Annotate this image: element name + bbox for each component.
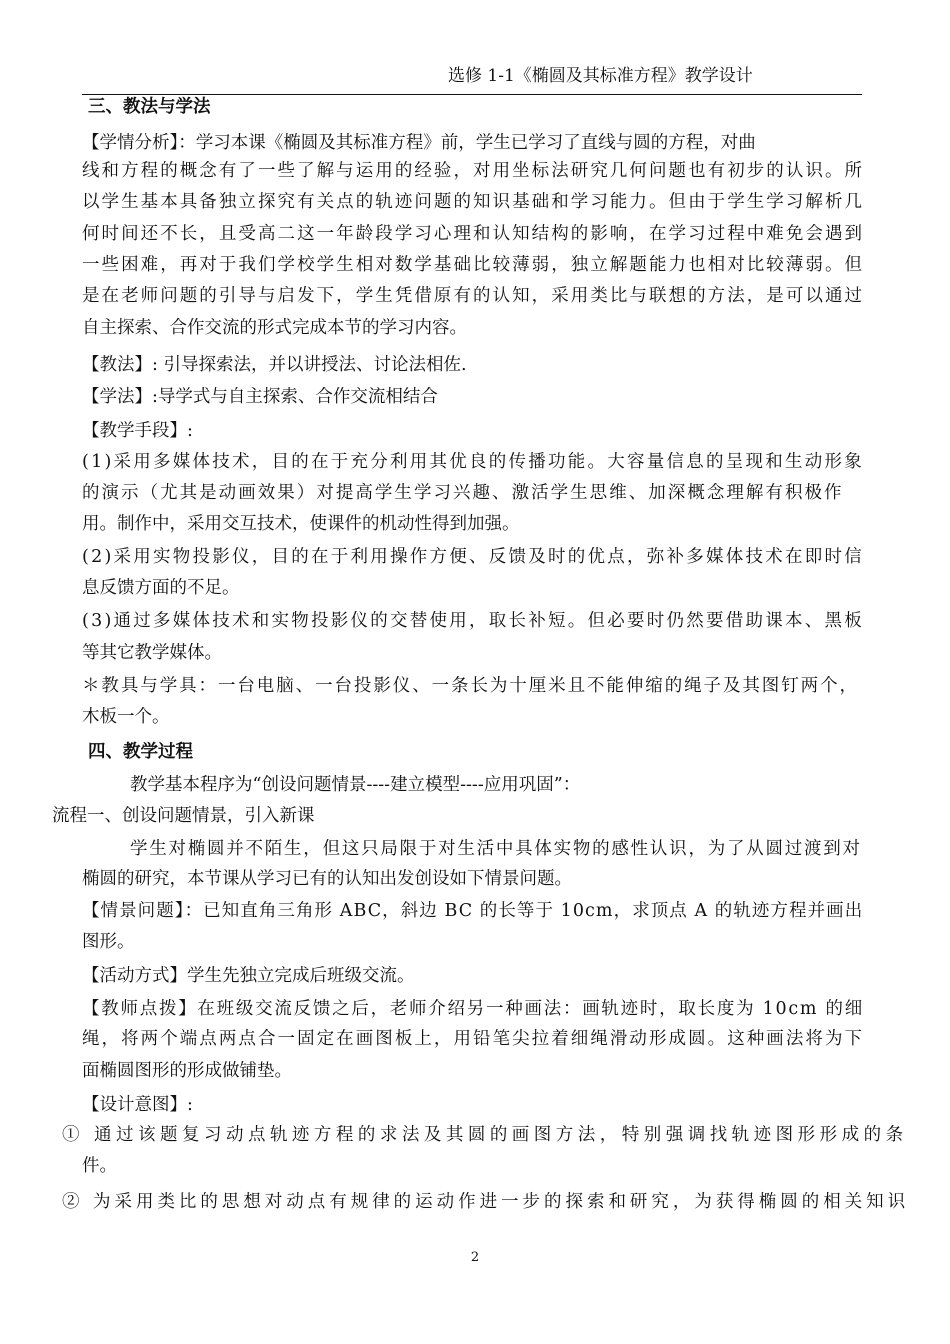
section-heading: 四、教学过程 xyxy=(88,742,193,762)
header-rule xyxy=(82,94,862,95)
list-item: ① 通过该题复习动点轨迹方程的求法及其圆的画图方法，特别强调找轨迹图形形成的条 xyxy=(62,1125,908,1145)
text-line: 【学情分析】：学习本课《椭圆及其标准方程》前，学生已学习了直线与圆的方程，对曲 xyxy=(82,133,756,153)
text-line: 等其它教学媒体。 xyxy=(82,643,222,663)
text-line: 以学生基本具备独立探究有关点的轨迹问题的知识基础和学习能力。但由于学生学习解析几 xyxy=(82,192,865,212)
text-line: 【设计意图】: xyxy=(82,1095,193,1115)
text-line: 【教法】: 引导探索法，并以讲授法、讨论法相佐. xyxy=(82,355,467,375)
list-item: ② 为采用类比的思想对动点有规律的运动作进一步的探索和研究，为获得椭圆的相关知识 xyxy=(62,1192,910,1212)
text-line: 绳，将两个端点两点合一固定在画图板上，用铅笔尖拉着细绳滑动形成圆。这种画法将为下 xyxy=(82,1029,865,1049)
text-line: 息反馈方面的不足。 xyxy=(82,578,240,598)
text-line: 用。制作中，采用交互技术，使课件的机动性得到加强。 xyxy=(82,514,520,534)
text-line: (1)采用多媒体技术，目的在于充分利用其优良的传播功能。大容量信息的呈现和生动形象 xyxy=(82,452,865,472)
text-line: 流程一、创设问题情景，引入新课 xyxy=(52,806,315,826)
text-line: 的演示（尤其是动画效果）对提高学生学习兴趣、激活学生思维、加深概念理解有积极作 xyxy=(82,483,844,503)
text-line: 何时间还不长，且受高二这一年龄段学习心理和认知结构的影响，在学习过程中难免会遇到 xyxy=(82,224,865,244)
text-line: 木板一个。 xyxy=(82,707,170,727)
section-heading: 三、教法与学法 xyxy=(88,97,211,117)
text-line: 线和方程的概念有了一些了解与运用的经验，对用坐标法研究几何问题也有初步的认识。所 xyxy=(82,161,865,181)
text-line: (3)通过多媒体技术和实物投影仪的交替使用，取长补短。但必要时仍然要借助课本、黑板 xyxy=(82,611,865,631)
text-line: 件。 xyxy=(82,1156,117,1176)
text-line: 【教学手段】: xyxy=(82,421,193,441)
page-header-title: 选修 1-1《椭圆及其标准方程》教学设计 xyxy=(448,66,753,86)
text-line: 图形。 xyxy=(82,932,135,952)
text-line: 一些困难，再对于我们学校学生相对数学基础比较薄弱，独立解题能力也相对比较薄弱。但 xyxy=(82,255,865,275)
text-line: 【情景问题】：已知直角三角形 ABC，斜边 BC 的长等于 10cm，求顶点 A 的轨迹方程并画出 xyxy=(82,901,864,921)
text-line: 自主探索、合作交流的形式完成本节的学习内容。 xyxy=(82,318,467,338)
text-line: 【学法】:导学式与自主探索、合作交流相结合 xyxy=(82,387,438,407)
page-number: 2 xyxy=(470,1250,480,1265)
text-line: 教学基本程序为“创设问题情景----建立模型----应用巩固”： xyxy=(130,775,581,795)
text-line: 面椭圆图形的形成做铺垫。 xyxy=(82,1061,292,1081)
text-line: 学生对椭圆并不陌生，但这只局限于对生活中具体实物的感性认识，为了从圆过渡到对 xyxy=(130,839,862,859)
text-line: 是在老师问题的引导与启发下，学生凭借原有的认知，采用类比与联想的方法，是可以通过 xyxy=(82,286,865,306)
text-line: (2)采用实物投影仪，目的在于利用操作方便、反馈及时的优点，弥补多媒体技术在即时信 xyxy=(82,547,865,567)
text-line: ＊教具与学具：一台电脑、一台投影仪、一条长为十厘米且不能伸缩的绳子及其图钉两个， xyxy=(82,676,859,696)
text-line: 椭圆的研究，本节课从学习已有的认知出发创设如下情景问题。 xyxy=(82,869,572,889)
text-line: 【教师点拨】在班级交流反馈之后，老师介绍另一种画法：画轨迹时，取长度为 10cm 的细 xyxy=(82,999,865,1019)
text-line: 【活动方式】学生先独立完成后班级交流。 xyxy=(82,966,415,986)
